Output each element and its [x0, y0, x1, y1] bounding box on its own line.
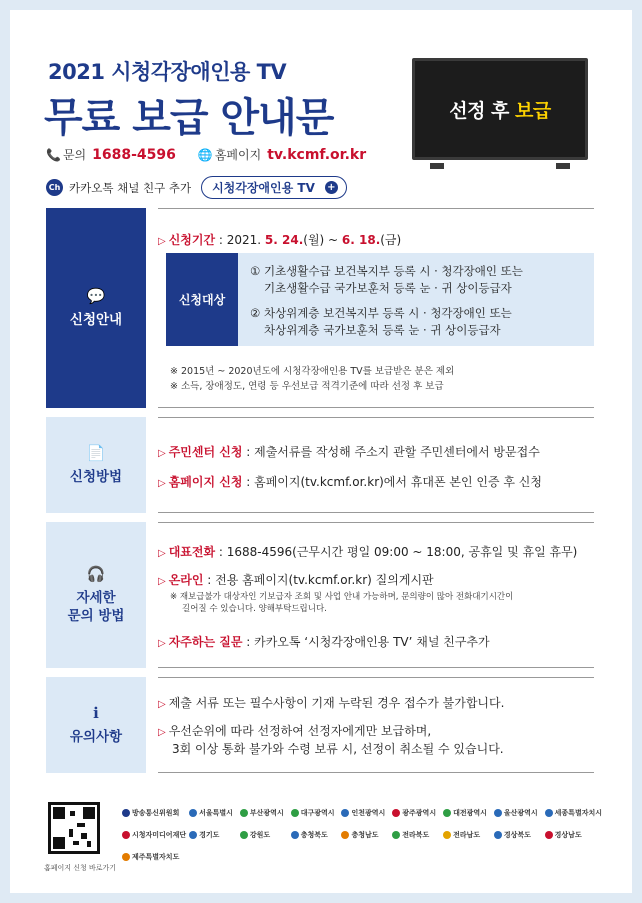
phone-label: 문의: [62, 148, 87, 162]
section-method: [46, 417, 594, 513]
triangle-icon: ▷: [158, 548, 166, 559]
faq-text: : 카카오톡 ‘시청각장애인용 TV’ 채널 친구추가: [242, 635, 490, 649]
online-note-2: 길어질 수 있습니다. 양해부탁드립니다.: [182, 604, 327, 615]
section-title: 신청안내: [69, 311, 123, 328]
partner-logo: [443, 808, 491, 818]
partner-logo-name: 경상남도: [554, 831, 582, 839]
apply-notes: [170, 365, 454, 394]
emblem-icon: [240, 809, 248, 817]
partner-logo: [189, 830, 237, 840]
main-headline: 무료 보급 안내문: [44, 95, 334, 141]
emblem-icon: [291, 831, 299, 839]
partner-logo: [291, 808, 339, 818]
section-title: 신청방법: [69, 468, 123, 485]
eligibility-item-2: [250, 305, 512, 338]
section-caution-header: [46, 677, 146, 773]
caution-text-2: 우선순위에 따라 선정하여 선정자에게만 보급하며,: [168, 724, 432, 738]
partner-logo: [122, 852, 186, 862]
plus-icon: +: [325, 181, 338, 194]
globe-icon: 🌐: [197, 147, 213, 162]
eligibility-item-1: [250, 263, 523, 296]
emblem-icon: [392, 831, 400, 839]
period-label: 신청기간: [168, 233, 216, 247]
partner-logo: [545, 808, 602, 818]
web-address[interactable]: tv.kcmf.or.kr: [267, 146, 367, 163]
phone-inquiry-text: : 1688-4596(근무시간 평일 09:00 ~ 18:00, 공휴일 및 휴일 휴무): [215, 545, 578, 559]
emblem-icon: [122, 831, 130, 839]
partner-logo-name: 세종특별자치시: [554, 809, 602, 817]
period-sep: : 2021.: [215, 233, 265, 247]
emblem-icon: [291, 809, 299, 817]
partner-logos: [122, 808, 602, 862]
caution-line-2: [158, 722, 431, 739]
phone-number[interactable]: 1688-4596: [92, 146, 176, 163]
period-start: 5. 24.: [264, 233, 304, 247]
contact-line: [46, 146, 366, 163]
kakao-channel-line: [46, 176, 347, 199]
emblem-icon: [494, 831, 502, 839]
triangle-icon: ▷: [158, 699, 166, 710]
partner-logo-name: 경기도: [199, 831, 220, 839]
partner-logo: [122, 830, 186, 840]
emblem-icon: [494, 809, 502, 817]
partner-logo-name: 충청남도: [351, 831, 379, 839]
partner-logo: [122, 808, 186, 818]
partner-logo-name: 인천광역시: [351, 809, 386, 817]
partner-logo-name: 대구광역시: [300, 809, 335, 817]
partner-logo-name: 울산광역시: [503, 809, 538, 817]
phone-icon: 📞: [46, 147, 61, 162]
inquiry-faq: [158, 633, 490, 650]
eligibility-box: [166, 253, 594, 346]
caution-line-3: 3회 이상 통화 불가와 수령 보류 시, 선정이 취소될 수 있습니다.: [172, 742, 504, 756]
tv-screen-text: [449, 96, 551, 123]
emblem-icon: [122, 853, 130, 861]
emblem-icon: [545, 831, 553, 839]
emblem-icon: [443, 831, 451, 839]
emblem-icon: [341, 809, 349, 817]
item1-line1: ① 기초생활수급 보건복지부 등록 시 · 청각장애인 또는: [250, 264, 523, 278]
triangle-icon: ▷: [158, 448, 166, 459]
info-icon: ℹ: [93, 703, 99, 722]
method-center: [158, 443, 540, 460]
partner-logo: [341, 808, 389, 818]
triangle-icon: ▷: [158, 638, 166, 649]
item2-line2: 차상위계층 국가보훈처 등록 눈 · 귀 상이등급자: [264, 322, 501, 337]
tv-foot-right: [556, 163, 570, 169]
section-title-line2: 문의 방법: [67, 608, 125, 624]
emblem-icon: [341, 831, 349, 839]
partner-logo-name: 제주특별자치도: [132, 853, 180, 861]
section-inquiry-body: [158, 522, 594, 668]
note-1: ※ 2015년 ~ 2020년도에 시청각장애인용 TV를 보급받은 분은 제외: [170, 366, 455, 377]
triangle-icon: ▷: [158, 236, 166, 247]
emblem-icon: [545, 809, 553, 817]
caution-text-1: 제출 서류 또는 필수사항이 기재 누락된 경우 접수가 불가합니다.: [168, 696, 505, 710]
partner-logo-name: 광주광역시: [402, 809, 437, 817]
partner-logo: [443, 830, 491, 840]
section-method-body: [158, 417, 594, 513]
section-caution-body: [158, 677, 594, 773]
partner-logo: [189, 808, 237, 818]
online-note-1: ※ 재보급불가 대상자인 기보급자 조회 및 사업 안내 가능하며, 문의량이 많아 전화대기시간이: [170, 592, 514, 602]
section-apply-info: [46, 208, 594, 408]
kakao-channel-icon: Ch: [46, 179, 63, 196]
center-text: : 제출서류를 작성해 주소지 관할 주민센터에서 방문접수: [242, 445, 540, 459]
partner-logo: [240, 830, 288, 840]
emblem-icon: [122, 809, 130, 817]
web-apply-label: 홈페이지 신청: [168, 475, 243, 489]
inquiry-online: [158, 571, 434, 588]
period-mid: (월) ~: [303, 233, 342, 247]
qr-code[interactable]: [48, 802, 100, 854]
partner-logo-name: 강원도: [249, 831, 271, 839]
triangle-icon: ▷: [158, 727, 166, 738]
web-apply-text: : 홈페이지(tv.kcmf.or.kr)에서 휴대폰 본인 인증 후 신청: [242, 475, 542, 489]
section-caution: [46, 677, 594, 773]
tv-foot-left: [430, 163, 444, 169]
partner-logo-name: 부산광역시: [249, 809, 284, 817]
eligibility-label: 신청대상: [166, 253, 238, 346]
partner-logo: [494, 830, 542, 840]
emblem-icon: [189, 831, 197, 839]
headset-icon: 🎧: [86, 564, 106, 583]
emblem-icon: [443, 809, 451, 817]
inquiry-phone: [158, 543, 577, 560]
section-title: 유의사항: [69, 728, 123, 745]
triangle-icon: ▷: [158, 576, 166, 587]
online-text: : 전용 홈페이지(tv.kcmf.or.kr) 질의게시판: [203, 573, 434, 587]
kakao-label: 카카오톡 채널 친구 추가: [69, 180, 192, 195]
faq-label: 자주하는 질문: [168, 635, 243, 649]
triangle-icon: ▷: [158, 478, 166, 489]
partner-logo-name: 충청북도: [300, 831, 328, 839]
online-label: 온라인: [168, 573, 204, 587]
section-inquiry-header: [46, 522, 146, 668]
section-title-line1: 자세한: [76, 589, 116, 606]
online-notes: [170, 591, 513, 616]
speech-bubble-icon: 💬: [86, 286, 106, 305]
item1-line2: 기초생활수급 국가보훈처 등록 눈 · 귀 상이등급자: [264, 280, 512, 295]
partner-logo-name: 방송통신위원회: [132, 809, 180, 817]
emblem-icon: [189, 809, 197, 817]
partner-logo-name: 전라남도: [453, 831, 481, 839]
document-icon: 📄: [86, 443, 106, 462]
partner-logo: [494, 808, 542, 818]
section-apply-info-header: [46, 208, 146, 408]
section-method-header: [46, 417, 146, 513]
emblem-icon: [392, 809, 400, 817]
tv-text-a: 선정 후: [449, 99, 516, 122]
period-tail: (금): [380, 233, 402, 247]
flyer-page: [10, 10, 632, 893]
tv-text-highlight: 보급: [515, 99, 551, 122]
partner-logo: [291, 830, 339, 840]
emblem-icon: [240, 831, 248, 839]
phone-inquiry-label: 대표전화: [168, 545, 216, 559]
section-apply-info-body: [158, 208, 594, 408]
partner-logo-name: 시청자미디어재단: [132, 831, 187, 839]
partner-logo-name: 전라북도: [402, 831, 430, 839]
partner-logo: [545, 830, 602, 840]
kakao-channel-name: 시청각장애인용 TV: [212, 181, 315, 195]
kicker-title: 2021 시청각장애인용 TV: [48, 60, 287, 84]
partner-logo-name: 서울특별시: [199, 809, 233, 817]
period-end: 6. 18.: [341, 233, 381, 247]
tv-illustration: [412, 58, 588, 160]
partner-logo-name: 경상북도: [503, 831, 531, 839]
item2-line1: ② 차상위계층 보건복지부 등록 시 · 청각장애인 또는: [250, 306, 512, 320]
web-label: 홈페이지: [214, 148, 262, 162]
method-web: [158, 473, 542, 490]
qr-caption: 홈페이지 신청 바로가기: [44, 864, 117, 872]
kakao-channel-button[interactable]: [201, 176, 347, 199]
partner-logo: [341, 830, 389, 840]
caution-line-1: [158, 694, 504, 711]
partner-logo-name: 대전광역시: [453, 809, 487, 817]
apply-period: [158, 231, 401, 248]
partner-logo: [240, 808, 288, 818]
partner-logo: [392, 830, 440, 840]
section-inquiry: [46, 522, 594, 668]
partner-logo: [392, 808, 440, 818]
note-2: ※ 소득, 장애정도, 연령 등 우선보급 적격기준에 따라 선정 후 보급: [170, 380, 444, 392]
center-label: 주민센터 신청: [168, 445, 243, 459]
